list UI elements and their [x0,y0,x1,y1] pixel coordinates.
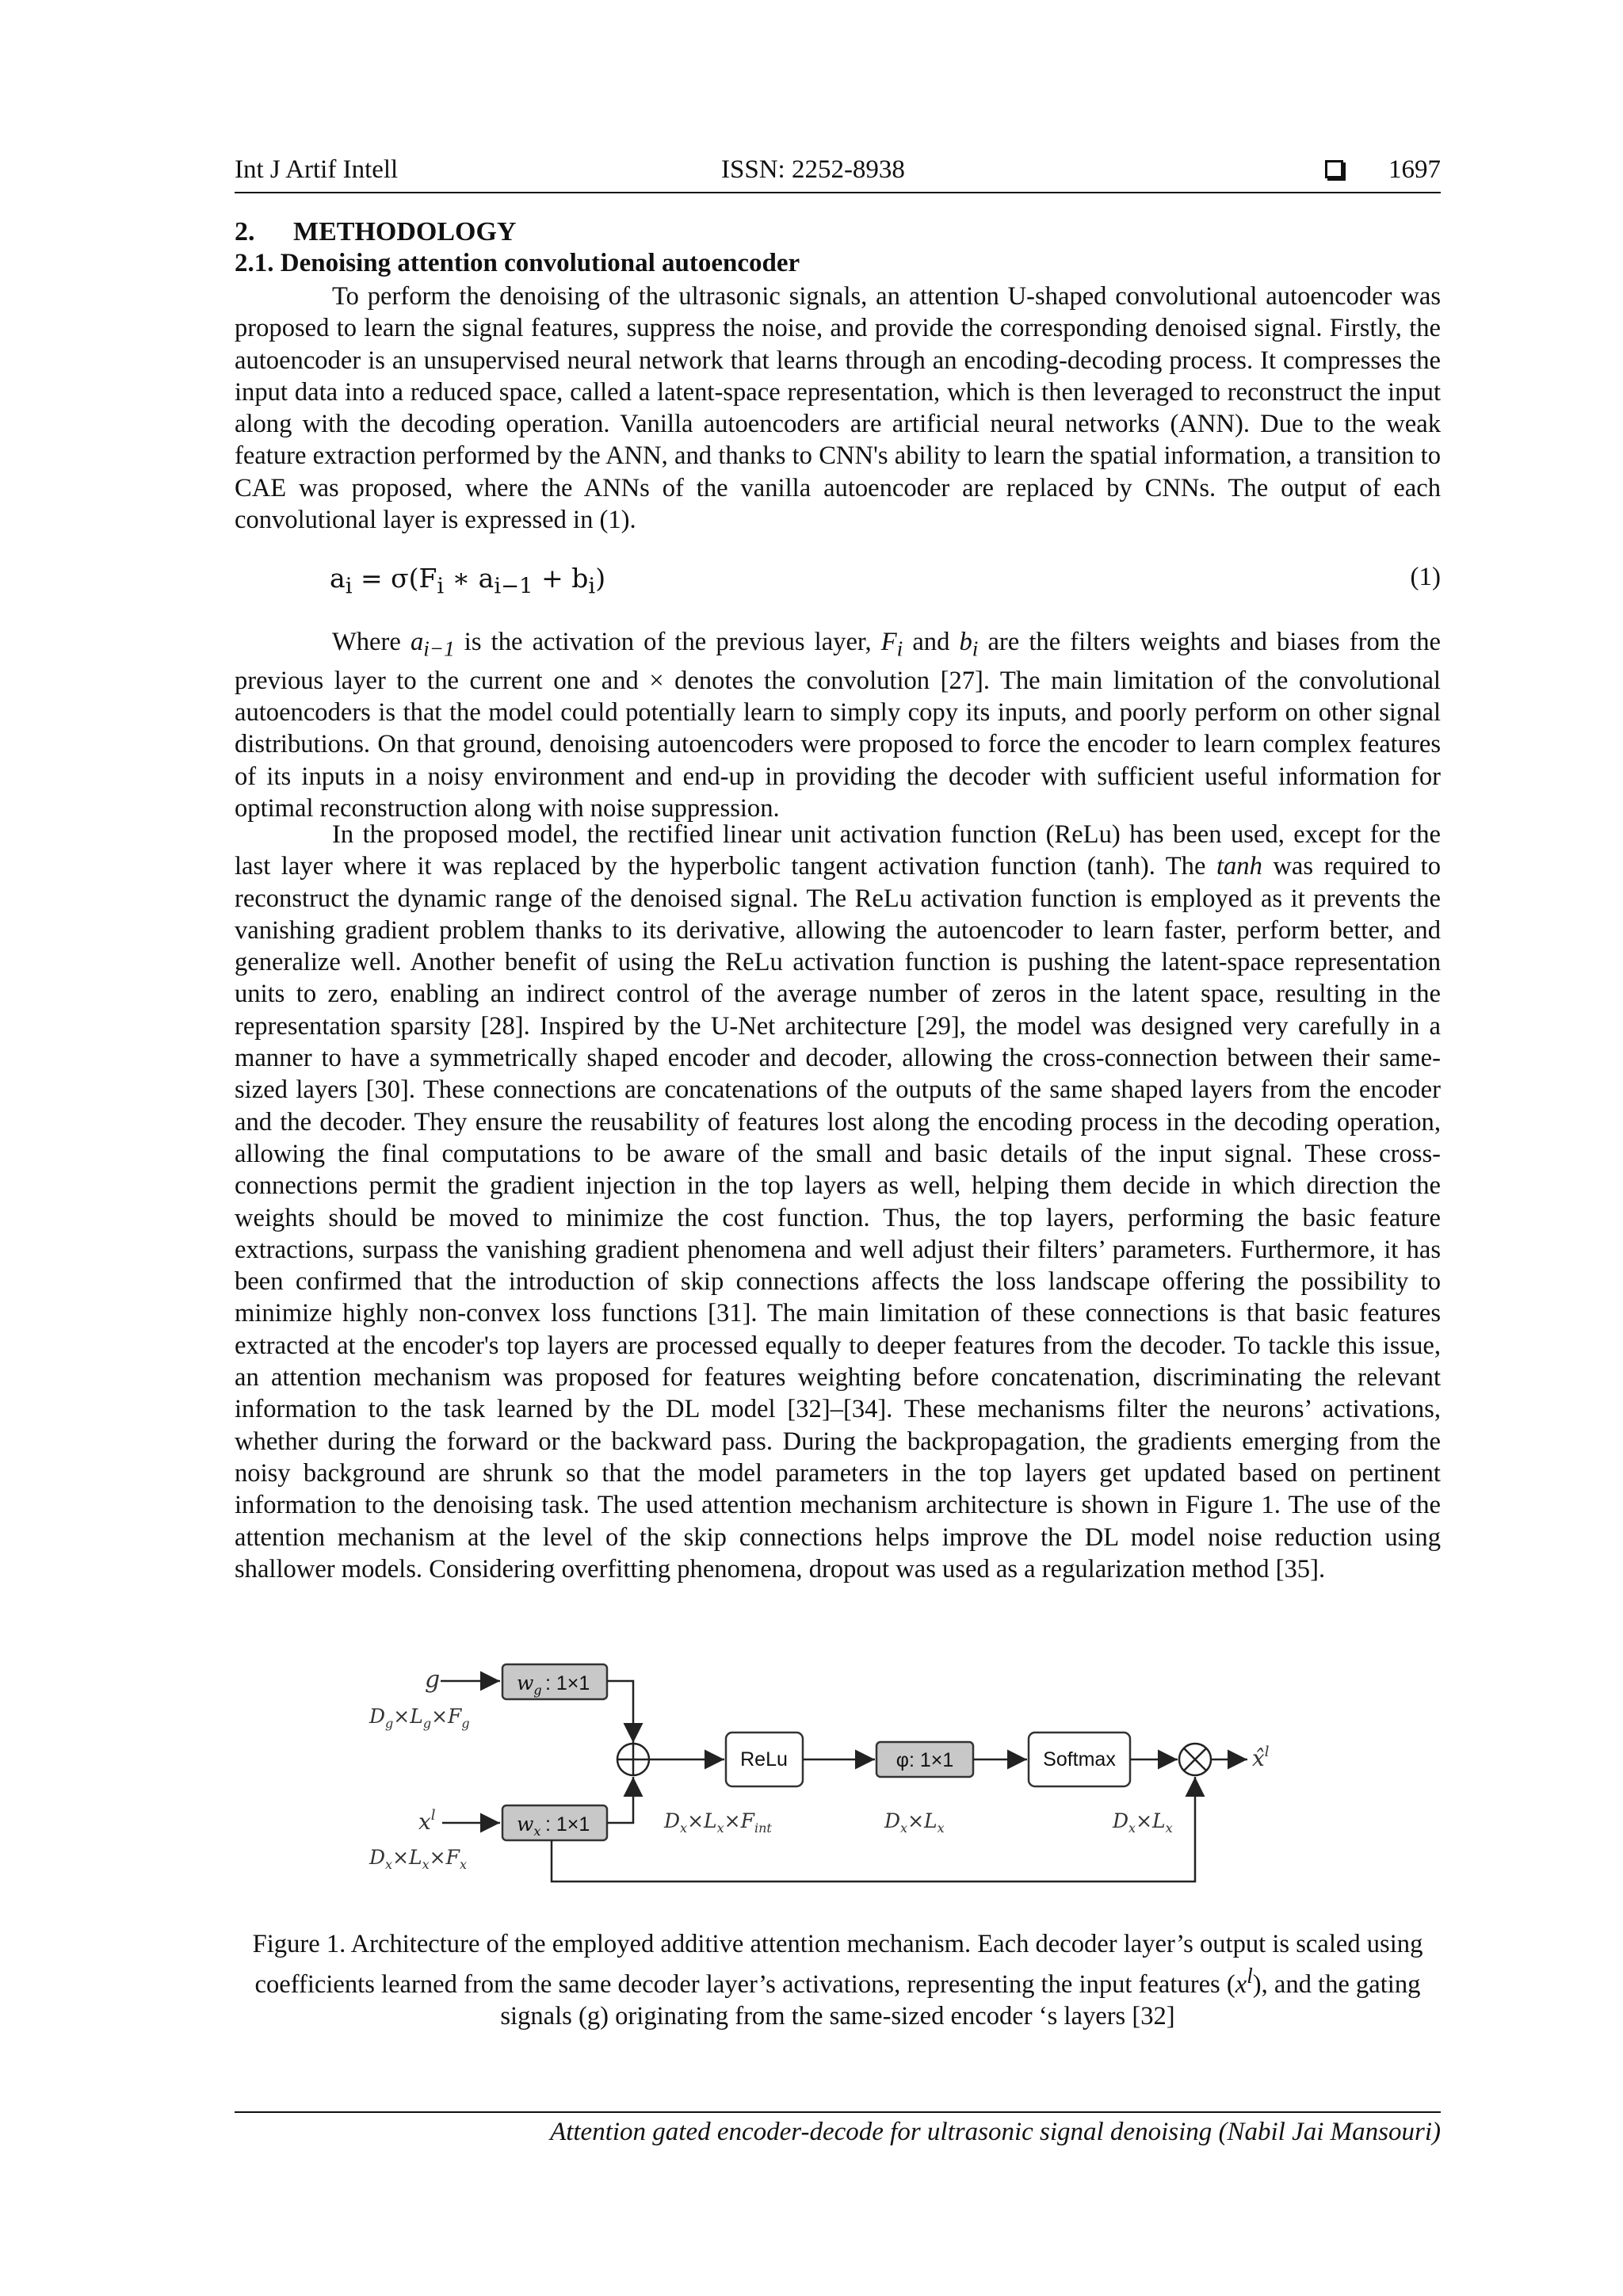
softmax-dims: $D_x\times L_x$ [1113,1809,1173,1836]
svg-text:: 1×1: : 1×1 [545,1813,590,1836]
phi-dims: $D_x\times L_x$ [884,1809,945,1836]
int-dims: $D_x\times L_x\times F_{int}$ [664,1809,772,1836]
svg-text:wx: $w_x$ [517,1813,541,1839]
page-number: 1697 [1388,155,1441,184]
paragraph-intro: To perform the denoising of the ultrasonic signals, an attention U-shaped convolutional autoencoder was proposed to learn the signal features, suppress the noise, and provide the corresponding denoised signal. Firstly, the autoencoder is an unsupervised neural network that learns through an encoding-decoding process. It compresses the input data into a reduced space, called a latent-space representation, which is then leveraged to reconstruct the input along with the decoding operation. Vanilla autoencoders are artificial neural networks (ANN). Due to the weak feature extraction performed by the ANN, and thanks to CNN's ability to learn the spatial information, a transition to CAE was proposed, where the ANNs of the vanilla autoencoder are replaced by CNNs. The output of each convolutional layer is expressed in (1). [235,282,1441,535]
wg-box [502,1664,607,1699]
running-header [235,155,1441,193]
output-label: x̂$^l$ [1252,1744,1270,1771]
figure-caption: Figure 1. Architecture of the employed additive attention mechanism. Each decoder layer’s output is scaled using coefficients learned from the same decoder layer’s activations, representing the input features $(x^l)$, and the gating signals (g) originating from the same-sized encoder ‘s layers [32] [252,1930,1423,2030]
running-footer: Attention gated encoder-decode for ultrasonic signal denoising (Nabil Jai Mansouri) [550,2118,1441,2146]
wx-box [502,1805,607,1840]
wx-to-sum [607,1777,633,1823]
footer-rule [235,2111,1441,2113]
paragraph-where: Where $a_{i-1}$ is the activation of the previous layer, $F_i$ and $b_i$ are the filters weights and biases from the previous layer to the current one and × denotes the convolution [27]. The main limitation of the convolutional autoencoders is that the model could potentially learn to simply copy its inputs, and poorly perform on other signal distributions. On that ground, denoising autoencoders were proposed to force the encoder to learn complex features of its inputs in a noisy environment and end-up in providing the decoder with sufficient useful information for optimal reconstruction along with noise suppression. [235,628,1442,823]
multiply-node-icon [1179,1744,1211,1775]
section-number: 2. [235,217,255,246]
g-input-label: g [425,1666,441,1694]
xl-input-label: $x^l$ [418,1807,436,1835]
section-title: METHODOLOGY [293,217,517,246]
figure-1-attention-diagram [361,1660,1455,1897]
phi-box [876,1742,973,1777]
issn: ISSN: 2252-8938 [721,155,905,184]
paragraph-proposed-model: In the proposed model, the rectified linear unit activation function (ReLu) has been used, except for the last layer where it was replaced by the hyperbolic tangent activation function (tanh). The tanh was required to reconstruct the dynamic range of the denoised signal. The ReLu activation function is employed as it prevents the vanishing gradient problem thanks to its derivative, allowing the autoencoder to learn faster, perform better, and generalize well. Another benefit of using the ReLu activation function is pushing the latent-space representation units to zero, enabling an indirect control of the average number of zeros in the latent space, resulting in the representation sparsity [28]. Inspired by the U-Net architecture [29], the model was designed very carefully in a manner to have a symmetrically shaped encoder and decoder, allowing the cross-connection between their same-sized layers [30]. These connections are concatenations of the outputs of the same shaped layers from the encoder and the decoder. They ensure the reusability of features lost along the encoding process in the decoding operation, allowing the final computations to be aware of the small and basic details of the input signal. These cross-connections permit the gradient injection in the top layers as well, helping them decide in which direction the weights should be moved to minimize the cost function. Thus, the top layers, performing the basic feature extractions, surpass the vanishing gradient phenomena and well adjust their filters’ parameters. Furthermore, it has been confirmed that the introduction of skip connections affects the loss landscape offering the possibility to minimize highly non-convex loss functions [31]. The main limitation of these connections is that basic features extracted at the encoder's top layers are processed equally to deeper features from the decoder. To tackle this issue, an attention mechanism was proposed for features weighting before concatenation, discriminating the relevant information to the task learned by the DL model [32]–[34]. These mechanisms filter the neurons’ activations, whether during the forward or the backward pass. During the backpropagation, the gradients emerging from the noisy background are shrunk so that the model parameters in the top layers get updated based on pertinent information to the denoising task. The used attention mechanism architecture is shown in Figure 1. The use of the attention mechanism at the level of the skip connections helps improve the DL model noise reduction using shallower models. Considering overfitting phenomena, dropout was used as a regularization method [35]. [235,820,1441,1584]
equation-number: (1) [1410,563,1441,591]
equation-1: $a_i = \sigma(F_i$ ∗ $a_{i-1} + b_i$) [330,563,606,599]
svg-text:φ: 1×1: φ: 1×1 [896,1749,954,1771]
section-heading [235,217,516,247]
subsection-heading: 2.1. Denoising attention convolutional autoencoder [235,249,800,277]
journal-name: Int J Artif Intell [235,155,399,184]
g-dims: $D_g\times L_g\times F_g$ [369,1705,470,1731]
skip-x-to-mult [552,1777,1195,1881]
svg-text:Softmax: Softmax [1043,1748,1116,1771]
sum-node-icon [617,1744,649,1775]
svg-text:wg: $w_g$ [517,1671,542,1698]
square-bullet-icon [1325,160,1343,178]
wg-to-sum [607,1681,633,1743]
relu-box [726,1733,803,1786]
softmax-box [1029,1733,1130,1786]
svg-text:: 1×1: : 1×1 [545,1672,590,1694]
x-dims: $D_x\times L_x\times F_x$ [369,1846,467,1872]
svg-text:ReLu: ReLu [740,1748,788,1771]
